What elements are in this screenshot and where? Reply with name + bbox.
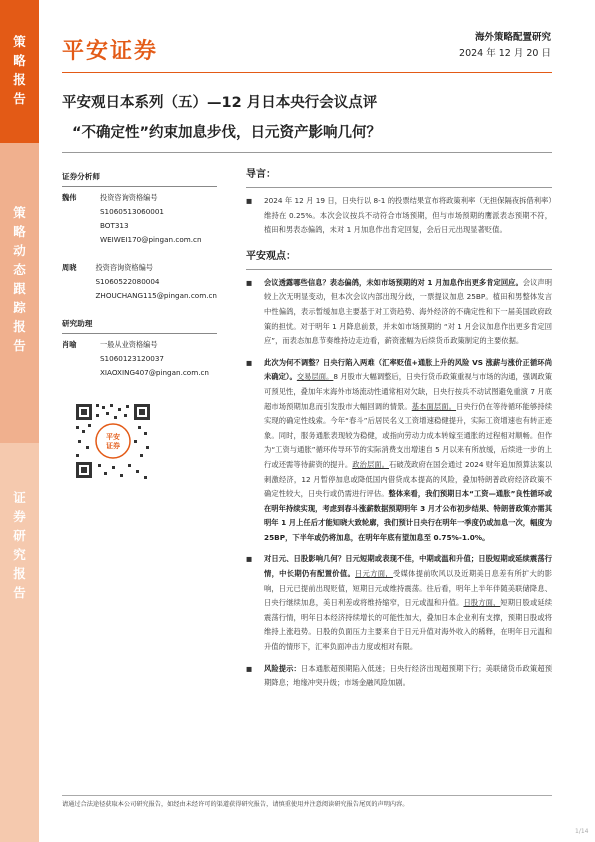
assistant-entry (62, 338, 217, 380)
footer-divider (62, 795, 552, 796)
report-series: 海外策略配置研究 (474, 32, 551, 43)
intro-divider (246, 187, 552, 188)
analyst-cert-label: 投资咨询资格编号 (100, 193, 158, 202)
assistant-name: 肖喻 (62, 340, 77, 349)
subpoint-body: 受媒体提前吹风以及近期美日息差有所扩大的影响，日元已提前出现贬值，短期日元或维持震荡。往后看，明年上半年伴随美联储降息、日央行继续加息，美日利差或将维持缩窄，日元或温和升值。 (264, 569, 553, 608)
sidebar-char: 报 (13, 319, 26, 334)
risk-label: 风险提示： (264, 663, 301, 673)
view-item-summary: 此次为何不调整？日央行陷入两难（汇率贬值+通胀上升的风险 VS 涨薪与涨价正循环尚未确定）。 (264, 357, 552, 382)
sidebar-char: 踪 (13, 300, 26, 315)
report-meta (459, 30, 551, 62)
company-logo: 平安证券 (62, 39, 159, 64)
qr-code-icon (72, 400, 154, 482)
sidebar-char: 究 (13, 547, 26, 562)
qr-caption-line2: 证券 (106, 442, 120, 450)
analyst-email[interactable]: ZHOUCHANG115@pingan.com.cn (95, 291, 217, 300)
assistant-cert-label: 一般从业资格编号 (100, 340, 158, 349)
risk-body: 日本通胀超预期陷入低迷；日央行经济出现超预期下行；美联储货币政策超预期降息；地缘冲突升级；市场金融风险加剧。 (264, 663, 553, 688)
sidebar-report-subtype (0, 143, 39, 443)
sidebar-char: 研 (13, 528, 26, 543)
sidebar-char: 动 (13, 243, 26, 258)
qr-caption-line1: 平安 (106, 433, 120, 441)
subpoint-label: 日股方面， (463, 598, 501, 608)
title-line-2: “不确定性”约束加息步伐，日元资产影响几何？ (72, 125, 382, 141)
subpoint-label: 日元方面， (355, 569, 393, 579)
subpoint-label: 交易层面。 (296, 372, 334, 382)
view-item-summary: 会议透露哪些信息？表态偏鸽，未如市场预期的对 1 月加息作出更多肯定回应。 (264, 277, 523, 287)
sidebar-char: 券 (13, 509, 26, 524)
assistant-cert-number: S1060123120037 (100, 354, 165, 363)
report-title (62, 88, 552, 148)
analyst-cert-number: S1060513060001 (100, 207, 165, 216)
subpoint-label: 基本面层面。 (411, 401, 457, 411)
view-item-reasons (246, 356, 552, 546)
analyst-section-label: 证券分析师 (62, 170, 217, 187)
report-date: 2024 年 12 月 20 日 (459, 48, 551, 59)
view-item-body: 会议声明较上次无明显变动，但本次会议内部出现分歧，一票提议加息 25BP。植田和男整体发言中性偏鸽，表示暂缓加息主要基于对工资趋势、海外经济的不确定性和下一届美国政府政策的担忧。对于明年 1 月降息前景，并未如市场预期的 “对 1 月会议加息作出更多肯定回应”，而表态加息节奏维持边走边看，薪资涨幅为后续货币政策制定的主要依据。 (264, 277, 553, 346)
view-item-markets (246, 552, 552, 654)
header-divider (62, 72, 552, 73)
sidebar-char: 告 (13, 585, 26, 600)
analyst-cert-label: 投资咨询资格编号 (95, 263, 153, 272)
analyst-panel (62, 170, 217, 394)
sidebar-char: 略 (13, 224, 26, 239)
sidebar-char: 报 (13, 566, 26, 581)
intro-heading: 导言： (246, 169, 276, 180)
sidebar-char: 告 (13, 91, 26, 106)
main-content (246, 168, 552, 698)
subpoint-label: 政治层面。 (352, 459, 390, 469)
sidebar-char: 告 (13, 338, 26, 353)
view-item-summary: 对日元、日股影响几何？日元短期或表现不佳，中期或温和升值；日股短期或延续震荡行情，中长期仍有配置价值。 (264, 554, 552, 579)
views-heading: 平安观点： (246, 250, 296, 262)
analyst-name: 魏伟 (62, 193, 77, 202)
page-number: 1/14 (575, 828, 589, 835)
sidebar-char: 策 (13, 34, 26, 49)
sidebar-char: 跟 (13, 281, 26, 296)
sidebar-char: 略 (13, 53, 26, 68)
footer-disclaimer: 请通过合法途径获取本公司研究报告，如经由未经许可的渠道获得研究报告，请慎重使用并注意阅读研究报告尾页的声明内容。 (62, 801, 409, 808)
sidebar-report-category (0, 443, 39, 842)
analyst-entry (62, 261, 217, 303)
analyst-code: BOT313 (100, 221, 129, 230)
assistant-email[interactable]: XIAOXING407@pingan.com.cn (100, 368, 209, 377)
subpoint-body: 8 月股市大幅调整后，日央行货币政策重视与市场的沟通，强调政策可预见性，叠加年末海外市场流动性通常相对欠缺，日央行按兵不动试图避免重演 7 月底超市场预期加息而引发股市大幅回调的情景。 (264, 372, 552, 411)
title-line-1: 平安观日本系列（五）—12 月日本央行会议点评 (62, 95, 378, 111)
sidebar-char: 证 (13, 490, 26, 505)
title-divider (62, 152, 552, 153)
subpoint-body: 短期日股或延续震荡行情，明年日本经济持续增长的可能性加大，叠加日本企业利有支撑，预期日股或将维持上涨趋势。日股的负面压力主要来自于日元升值对海外收入的稀释，在明年日元温和升值的情形下，汇率负面冲击力度或相对有限。 (264, 598, 553, 652)
analyst-entry (62, 191, 217, 247)
views-divider (246, 269, 552, 270)
sidebar (0, 0, 39, 842)
view-item-meeting (246, 276, 552, 349)
analyst-cert-number: S1060522080004 (95, 277, 160, 286)
analyst-name: 周晓 (62, 263, 77, 272)
sidebar-char: 策 (13, 205, 26, 220)
intro-paragraph: ■ 2024 年 12 月 19 日，日央行以 8-1 的投票结果宣布将政策利率（无担保隔夜拆借利率）维持在 0.25%。本次会议按兵不动符合市场预期，但与市场预期的鹰派表态预期不符，植田和男表态偏鸽，未对 1 月加息作出肯定回复，会后日元出现显著贬值。 (246, 194, 552, 238)
subpoint-body: 石破茂政府在国会通过 2024 财年追加预算法案以刺激经济，12 月暂停加息或降低国内借贷成本提高的风险，叠加特朗普政府经济政策不确定性较大，日央行或仍需进行评估。 (264, 459, 553, 499)
view-item-risks (246, 662, 552, 691)
view-item-conclusion: 整体来看，我们预期日本“工资—通胀”良性循环或在明年持续实现，考虑到春斗涨薪数据预期明年 3 月才公布初步结果、特朗普政策亦需其明年 1 月上任后才能知晓大致轮廓，我们预计日央行在明年一季度仍或加息一次，幅度为 25BP，下半年或仍将加息，在明年年底有望加息至 0.75%-1.0%。 (264, 489, 553, 542)
subpoint-body: 日央行仍在等待循环能够持续实现的确定性线索。今年“春斗”后居民名义工资增速稳健提升，实际工资增速也有转正迹象。同时，服务通胀表现较为稳健，或指向劳动力成本转嫁至通胀的过程相对顺畅。但作为“工资与通胀”循环传导环节的实际消费支出增速自 5 月以来有所放缓，后续进一步的上行或还需等待薪资的提升。 (264, 401, 553, 469)
sidebar-report-type (0, 0, 39, 143)
sidebar-char: 报 (13, 72, 26, 87)
assistant-section-label: 研究助理 (62, 317, 217, 334)
analyst-email[interactable]: WEIWEI170@pingan.com.cn (100, 235, 202, 244)
sidebar-char: 态 (13, 262, 26, 277)
